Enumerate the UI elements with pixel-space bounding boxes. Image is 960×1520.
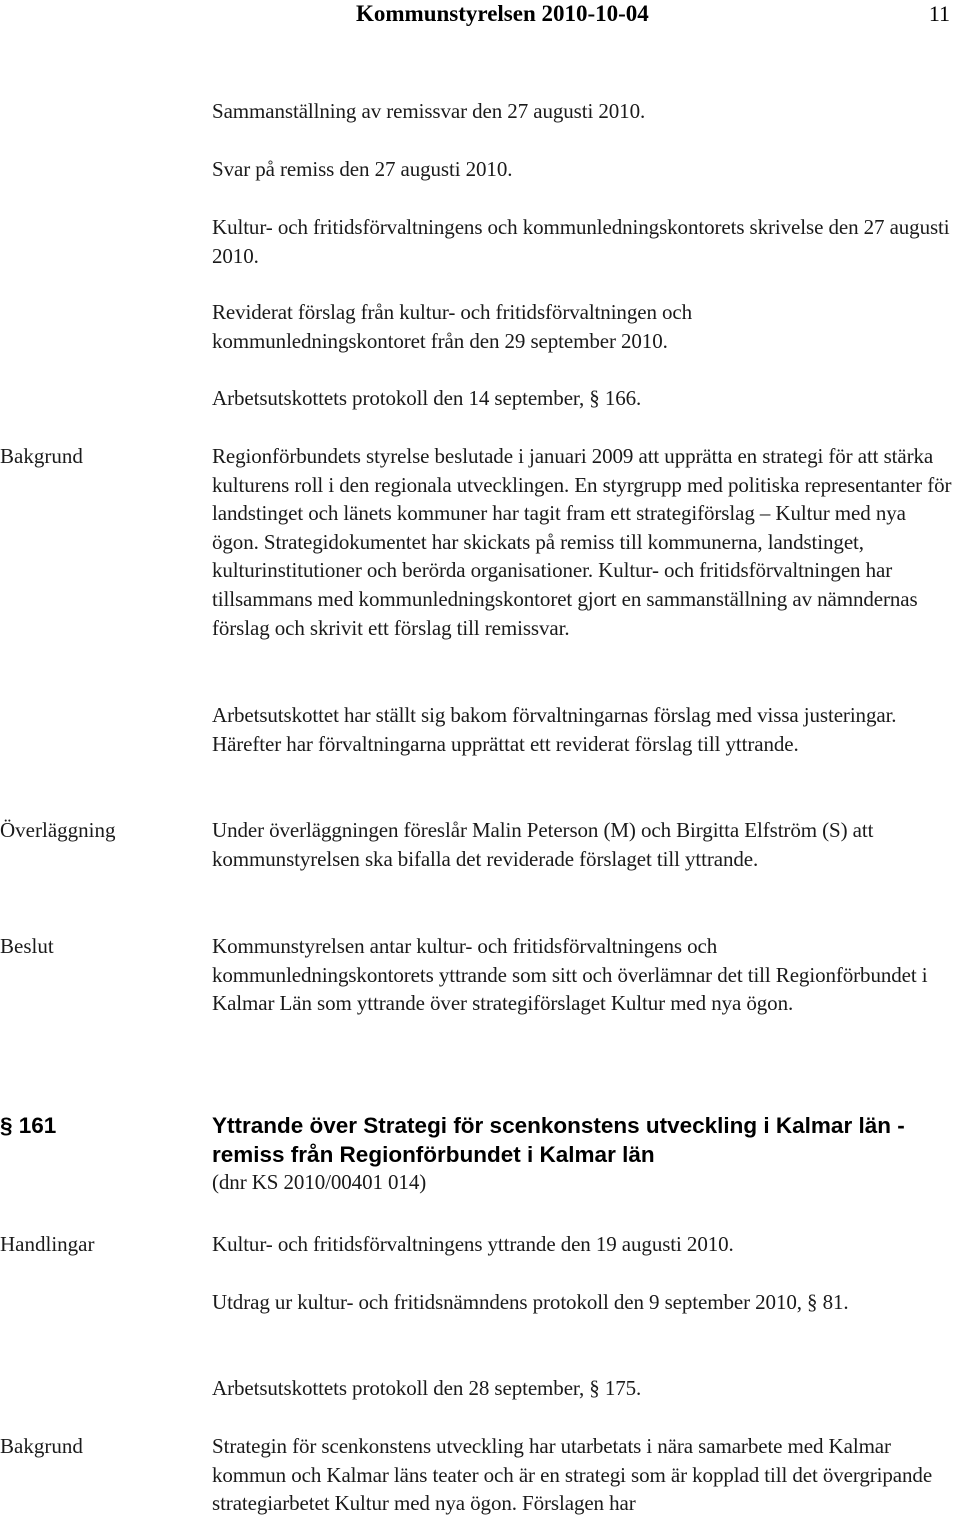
page-number: 11 [928, 1, 950, 26]
document-item: Arbetsutskottets protokoll den 28 september, § 175. [212, 1376, 642, 1400]
background-label: Bakgrund [0, 444, 83, 468]
deliberation-text: Under överläggningen föreslår Malin Peterson (M) och Birgitta Elfström (S) att kommunstyrelsen ska bifalla det reviderade förslaget till yttrande. [212, 818, 874, 871]
document-item: Arbetsutskottets protokoll den 14 september, § 166. [212, 386, 642, 410]
document-item: Kultur- och fritidsförvaltningens yttrande den 19 augusti 2010. [212, 1232, 734, 1256]
decision-text: Kommunstyrelsen antar kultur- och fritidsförvaltningens och kommunledningskontorets yttrande som sitt och överlämnar det till Regionförbundet i Kalmar Län som yttrande över strategiförslaget Kultur med nya ögon. [212, 934, 928, 1016]
deliberation-label: Överläggning [0, 818, 116, 842]
section-reference: (dnr KS 2010/00401 014) [212, 1170, 427, 1194]
document-item: Sammanställning av remissvar den 27 augusti 2010. [212, 99, 646, 123]
section-number: § 161 [0, 1113, 57, 1138]
documents-label: Handlingar [0, 1232, 95, 1256]
document-item: Kultur- och fritidsförvaltningens och kommunledningskontorets skrivelse den 27 augusti 2010. [212, 215, 950, 268]
header-title: Kommunstyrelsen 2010-10-04 [356, 1, 649, 26]
section-title: Yttrande över Strategi för scenkonstens utveckling i Kalmar län - remiss från Regionförbundet i Kalmar län [212, 1113, 905, 1167]
background-label-2: Bakgrund [0, 1434, 83, 1458]
decision-label: Beslut [0, 934, 54, 958]
document-item: Utdrag ur kultur- och fritidsnämndens protokoll den 9 september 2010, § 81. [212, 1290, 849, 1314]
document-item: Reviderat förslag från kultur- och fritidsförvaltningen och kommunledningskontoret från den 29 september 2010. [212, 300, 693, 353]
background-text-3: Strategin för scenkonstens utveckling har utarbetats i nära samarbete med Kalmar kommun och Kalmar läns teater och är en strategi som är kopplad till det övergripande strategiarbetet Kultur med nya ögon. Förslagen har [212, 1434, 933, 1516]
background-text-2: Arbetsutskottet har ställt sig bakom förvaltningarnas förslag med vissa justeringar. Härefter har förvaltningarna upprättat ett reviderat förslag till yttrande. [212, 703, 897, 756]
background-text: Regionförbundets styrelse beslutade i januari 2009 att upprätta en strategi för att stärka kulturens roll i den regionala utvecklingen. En styrgrupp med politiska representanter för landstinget och länets kommuner har tagit fram ett strategiförslag – Kultur med nya ögon. Strategidokumentet har skickats på remiss till kommunerna, landstinget, kulturinstitutioner och berörda organisationer. Kultur- och fritidsförvaltningen har tillsammans med kommunledningskontoret gjort en sammanställning av nämndernas förslag och skrivit ett förslag till remissvar. [212, 444, 952, 640]
document-item: Svar på remiss den 27 augusti 2010. [212, 157, 513, 181]
